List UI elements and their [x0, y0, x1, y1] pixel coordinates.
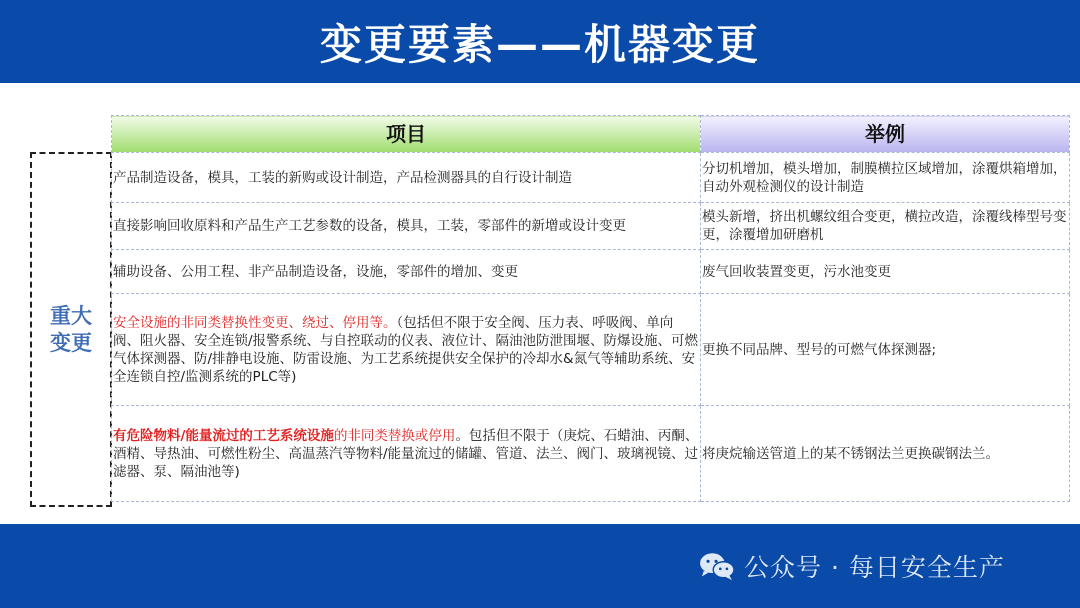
item-highlight-bold: 有危险物料/能量流过的工艺系统设施 [113, 427, 334, 444]
item-detail: 。包括但不限于（庚烷、石蜡油、丙酮、酒精、导热油、可燃性粉尘、高温蒸汽等物料/能量流过的储罐、管道、法兰、阀门、玻璃视镜、过滤器、泵、隔油池等) [113, 427, 699, 480]
item-cell: 辅助设备、公用工程、非产品制造设备，设施，零部件的增加、变更 [112, 250, 701, 294]
table-row [112, 153, 1070, 203]
header-item: 项目 [112, 116, 701, 153]
watermark [698, 548, 1005, 584]
category-box [30, 152, 112, 507]
table-header-row [112, 116, 1070, 153]
header-example: 举例 [701, 116, 1070, 153]
item-cell [112, 406, 701, 502]
category-label: 重大变更 [50, 303, 92, 355]
example-cell: 分切机增加，模头增加，制膜横拉区域增加，涂覆烘箱增加，自动外观检测仪的设计制造 [701, 153, 1070, 203]
table-row [112, 294, 1070, 406]
table-row [112, 250, 1070, 294]
item-cell: 直接影响回收原料和产品生产工艺参数的设备，模具，工装，零部件的新增或设计变更 [112, 203, 701, 250]
item-highlight: 安全设施的非同类替换性变更、绕过、停用等。 [113, 314, 397, 331]
item-cell: 产品制造设备，模具，工装的新购或设计制造，产品检测器具的自行设计制造 [112, 153, 701, 203]
example-cell: 模头新增，挤出机螺纹组合变更，横拉改造，涂覆线棒型号变更，涂覆增加研磨机 [701, 203, 1070, 250]
example-cell: 废气回收装置变更，污水池变更 [701, 250, 1070, 294]
page-title: 变更要素——机器变更 [319, 19, 760, 69]
watermark-text: 公众号 · 每日安全生产 [744, 553, 1005, 582]
table-row [112, 406, 1070, 502]
wechat-icon [698, 550, 736, 582]
table-row [112, 203, 1070, 250]
change-table [111, 115, 1070, 502]
title-banner [0, 0, 1080, 83]
example-cell: 更换不同品牌、型号的可燃气体探测器; [701, 294, 1070, 406]
item-highlight: 的非同类替换或停用 [333, 427, 456, 444]
item-cell [112, 294, 701, 406]
item-detail: （包括但不限于安全阀、压力表、呼吸阀、单向阀、阻火器、安全连锁/报警系统、与自控联动的仪表、液位计、隔油池防泄围堰、防爆设施、可燃气体探测器、防/排静电设施、防雷设施、为工艺系统提供安全保护的冷却水&氮气等辅助系统、安全连锁自控/监测系统的PLC等) [113, 314, 699, 385]
example-cell: 将庚烷输送管道上的某不锈钢法兰更换碳钢法兰。 [701, 406, 1070, 502]
